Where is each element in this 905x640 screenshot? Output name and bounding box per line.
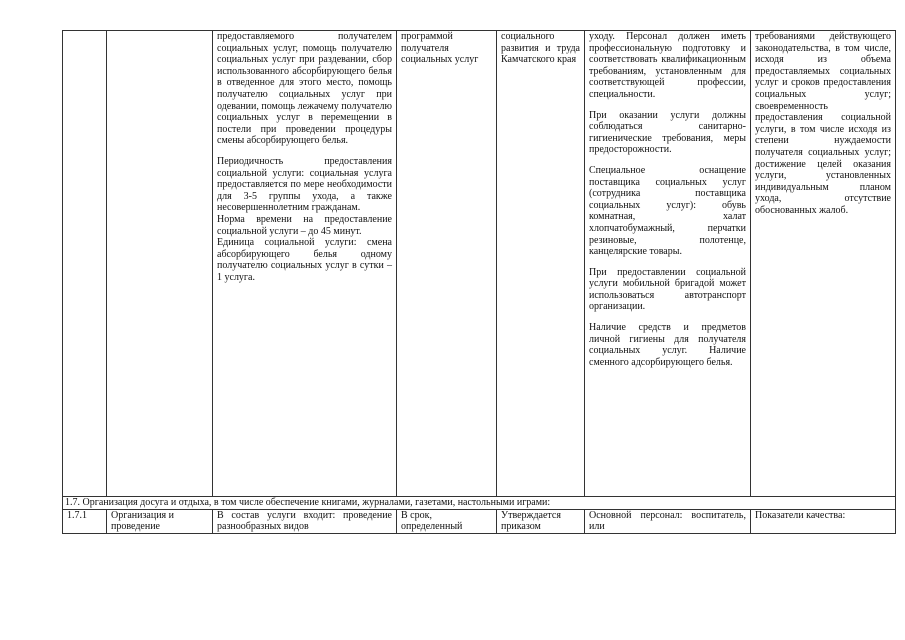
services-table <box>62 30 896 534</box>
cell-row-name: Организация и проведение <box>107 509 213 533</box>
cell-row-conditions <box>585 509 751 533</box>
service-unit-paragraph: Единица социальной услуги: смена абсорбирующего белья одному получателю социальных услуг в сутки – 1 услуга. <box>217 237 392 283</box>
cell-row-quality: Показатели качества: <box>751 509 896 533</box>
cell-name-empty <box>107 31 213 497</box>
cell-number-empty <box>63 31 107 497</box>
approval-text: социального развития и труда Камчатского края <box>501 31 580 66</box>
cell-description <box>213 31 397 497</box>
cell-conditions <box>585 31 751 497</box>
hygiene-paragraph: Наличие средств и предметов личной гигиены для получателя социальных услуг. Наличие сменного адсорбирующего белья. <box>589 322 746 368</box>
equipment-paragraph: Специальное оснащение поставщика социальных услуг (сотрудника поставщика социальных услуг): обувь комнатная, халат хлопчатобумажный, перчатки резиновые, полотенце, канцелярские товары. <box>589 164 746 258</box>
section-heading: 1.7. Организация досуга и отдыха, в том числе обеспечение книгами, журналами, газетами, настольными играми: <box>63 497 896 510</box>
cell-approval <box>497 31 585 497</box>
table-row-1-7-1 <box>63 509 896 533</box>
row-conditions-text: Основной персонал: воспитатель, или <box>589 509 746 533</box>
cell-row-description <box>213 509 397 533</box>
document-page <box>62 30 895 534</box>
cell-quality <box>751 31 896 497</box>
term-text: программой получателя социальных услуг <box>401 31 479 66</box>
table-row-continued <box>63 31 896 497</box>
cell-row-approval: Утверждается приказом <box>497 509 585 533</box>
staff-paragraph: уходу. Персонал должен иметь профессиональную подготовку и соответствовать квалификационным требованиям, установленным для соответствующей профессии, специальности. <box>589 31 746 100</box>
mobile-team-paragraph: При предоставлении социальной услуги мобильной бригадой может использоваться автотранспорт организации. <box>589 266 746 313</box>
description-paragraph: предоставляемого получателем социальных услуг, помощь получателю социальных услуг при раздевании, сбор использованного абсорбирующего белья в отведенное для этого место, помощь получателю социальных услуг при одевании, помощь лежачему получателю социальных услуг в перемещении в постели при проведении процедуры смены абсорбирующего белья. <box>217 31 392 147</box>
cell-row-number: 1.7.1 <box>63 509 107 533</box>
section-heading-row <box>63 497 896 510</box>
cell-term <box>397 31 497 497</box>
row-description-text: В состав услуги входит: проведение разнообразных видов <box>217 509 392 533</box>
quality-text: требованиями действующего законодательства, в том числе, исходя из объема предоставляемых социальных услуг и сроков предоставления социальных услуг; своевременность предоставления социальной услуги, в том числе исходя из степени нуждаемости получателя социальных услуг; достижение целей оказания услуги, установленных индивидуальным планом ухода, отсутствие обоснованных жалоб. <box>755 31 891 216</box>
sanitary-paragraph: При оказании услуги должны соблюдаться санитарно-гигиенические требования, меры предосторожности. <box>589 109 746 156</box>
periodicity-paragraph: Периодичность предоставления социальной услуги: социальная услуга предоставляется по мере необходимости для 3-5 группы ухода, а также несовершеннолетним гражданам. <box>217 155 392 214</box>
cell-row-term: В срок, определенный <box>397 509 497 533</box>
time-norm-paragraph: Норма времени на предоставление социальной услуги – до 45 минут. <box>217 213 392 237</box>
